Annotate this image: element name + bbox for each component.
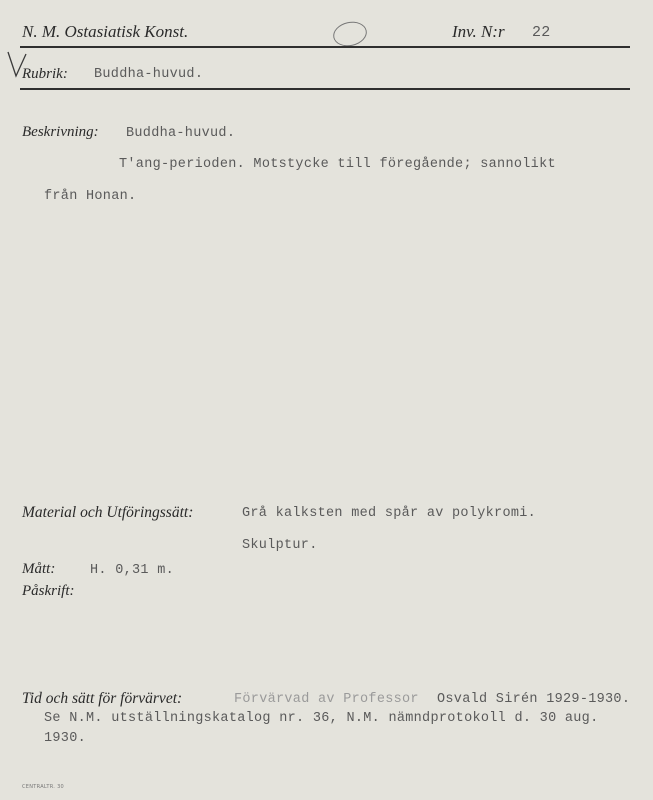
forvarv-line-1a-text: Förvärvad av Professor xyxy=(234,692,419,707)
matt-value: H. 0,31 m. xyxy=(90,563,175,578)
stamp-oval xyxy=(331,19,369,50)
inv-label: Inv. N:r xyxy=(452,22,505,41)
forvarv-line-2: Se N.M. utställningskatalog nr. 36, N.M. nämndprotokoll d. 30 aug. xyxy=(44,711,599,726)
beskrivning-line-1: Buddha-huvud. xyxy=(126,126,236,141)
header-rule xyxy=(20,46,630,48)
forvarv-line-3: 1930. xyxy=(44,731,87,746)
inv-number: 22 xyxy=(532,24,551,41)
rubrik-label: Rubrik: xyxy=(22,66,68,82)
matt-label: Mått: xyxy=(22,561,56,577)
beskrivning-line-2: T'ang-perioden. Motstycke till föregående; sannolikt xyxy=(119,157,556,172)
paskrift-label: Påskrift: xyxy=(22,583,75,599)
print-code: CENTRALTR. 30 xyxy=(22,784,65,790)
material-line-2: Skulptur. xyxy=(242,538,318,553)
museum-name: N. M. Ostasiatisk Konst. xyxy=(22,22,189,41)
material-label: Material och Utföringssätt: xyxy=(22,504,194,521)
rubrik-rule xyxy=(20,88,630,90)
rubrik-value: Buddha-huvud. xyxy=(94,67,204,82)
material-line-1: Grå kalksten med spår av polykromi. xyxy=(242,506,537,521)
forvarv-line-1b: Osvald Sirén 1929-1930. xyxy=(437,692,631,707)
beskrivning-line-3: från Honan. xyxy=(44,189,137,204)
forvarv-label: Tid och sätt för förvärvet: xyxy=(22,690,183,707)
beskrivning-label: Beskrivning: xyxy=(22,124,99,140)
forvarv-line-1a xyxy=(234,692,419,707)
